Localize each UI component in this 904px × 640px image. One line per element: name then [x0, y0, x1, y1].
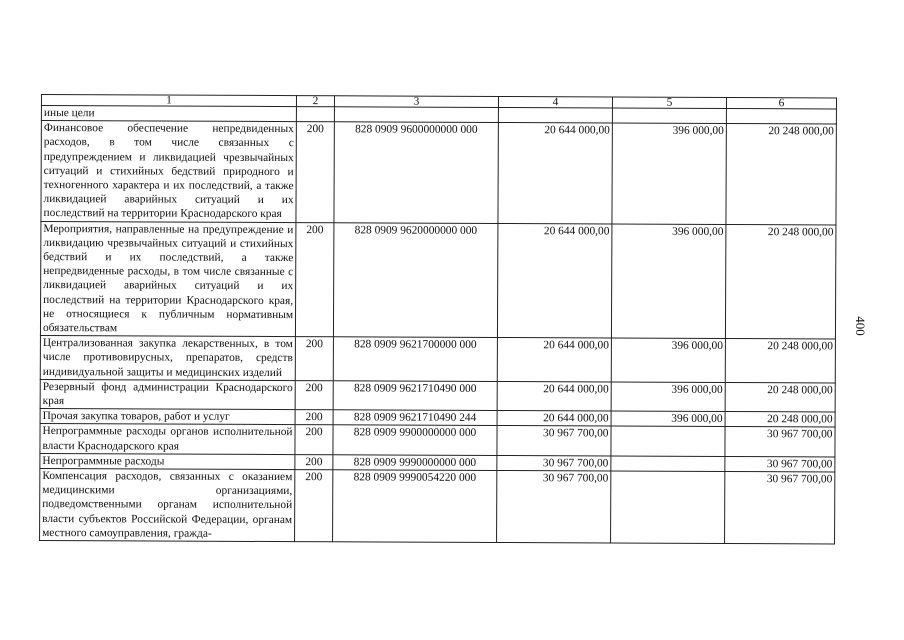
row-description: иные цели [41, 106, 296, 122]
row-amount-3 [726, 108, 836, 124]
row-description: Финансовое обеспечение непредвиденных расходов, в том числе связанных с предупреждением и ликвидацией чрезвычайных ситуаций и стихийных бедствий природного и техногенного характера и их последствий, а также ликвидацией аварийных ситуаций и их последствий на территории Краснодарского края [41, 121, 296, 223]
table-row [40, 469, 835, 544]
row-budget-code: 828 0909 9990054220 000 [333, 470, 497, 543]
row-amount-2: 396 000,00 [612, 123, 726, 224]
column-header-6: 6 [726, 97, 836, 108]
row-amount-1: 20 644 000,00 [497, 381, 611, 411]
row-budget-code [334, 107, 498, 123]
row-budget-code: 828 0909 9621710490 000 [333, 381, 497, 411]
table-row [40, 221, 835, 339]
row-amount-2: 396 000,00 [611, 338, 725, 382]
column-header-5: 5 [612, 97, 726, 108]
row-amount-3: 30 967 700,00 [725, 427, 835, 457]
row-amount-1: 20 644 000,00 [497, 223, 611, 338]
row-budget-code: 828 0909 9620000000 000 [333, 222, 497, 337]
row-amount-2 [612, 108, 726, 124]
row-amount-3: 20 248 000,00 [726, 124, 836, 225]
row-amount-1: 20 644 000,00 [498, 123, 612, 224]
row-col2: 200 [296, 122, 334, 223]
row-amount-1 [498, 107, 612, 123]
column-header-3: 3 [334, 96, 498, 108]
row-amount-3: 30 967 700,00 [725, 472, 835, 544]
row-budget-code: 828 0909 9621710490 244 [333, 410, 497, 426]
row-amount-1: 30 967 700,00 [497, 471, 611, 544]
table-row [41, 121, 836, 225]
row-description: Централизованная закупка лекарственных, в том числе противовирусных, препаратов, средств индивидуальной защиты и медицинских изделий [40, 336, 295, 381]
row-col2: 200 [295, 222, 333, 337]
row-description: Компенсация расходов, связанных с оказанием медицинскими организациями, подведомственными органам исполнительной власти субъектов Российской Федерации, органам местного самоуправления, гражда- [40, 469, 295, 542]
row-col2 [296, 107, 334, 122]
row-amount-2: 396 000,00 [611, 411, 725, 427]
row-amount-2 [611, 456, 725, 472]
row-amount-2 [611, 471, 725, 544]
row-col2: 200 [295, 425, 333, 455]
row-description: Мероприятия, направленные на предупреждение и ликвидацию чрезвычайных ситуаций и стихийных бедствий и их последствий, а также непредвиденные расходы, в том числе связанные с ликвидацией аварийных ситуаций и их последствий на территории Краснодарского края, не относящиеся к публичным нормативным обязательствам [40, 221, 295, 337]
row-budget-code: 828 0909 9990000000 000 [333, 455, 497, 471]
row-amount-3: 20 248 000,00 [725, 412, 835, 428]
budget-table [39, 94, 837, 545]
row-budget-code: 828 0909 9600000000 000 [334, 122, 498, 223]
row-col2: 200 [295, 380, 333, 410]
row-col2: 200 [295, 410, 333, 425]
row-budget-code: 828 0909 9621700000 000 [333, 337, 497, 381]
row-amount-2 [611, 426, 725, 456]
table-row [40, 336, 835, 383]
column-header-2: 2 [296, 96, 334, 107]
row-amount-3: 30 967 700,00 [725, 456, 835, 472]
row-amount-1: 20 644 000,00 [497, 338, 611, 382]
row-amount-1: 30 967 700,00 [497, 426, 611, 456]
column-header-1: 1 [41, 95, 296, 107]
row-description: Непрограммные расходы [40, 453, 295, 469]
row-amount-2: 396 000,00 [611, 224, 725, 339]
row-col2: 200 [295, 470, 333, 542]
row-description: Прочая закупка товаров, работ и услуг [40, 409, 295, 425]
page-number: 400 [852, 316, 868, 336]
row-col2: 200 [295, 337, 333, 381]
row-col2: 200 [295, 454, 333, 469]
row-amount-3: 20 248 000,00 [725, 224, 835, 339]
column-header-4: 4 [498, 96, 612, 107]
row-amount-2: 396 000,00 [611, 382, 725, 412]
table-row [40, 379, 835, 412]
row-amount-3: 20 248 000,00 [725, 382, 835, 412]
row-description: Резервный фонд администрации Краснодарского края [40, 379, 295, 410]
row-amount-3: 20 248 000,00 [725, 339, 835, 383]
row-description: Непрограммные расходы органов исполнительной власти Краснодарского края [40, 424, 295, 455]
table-row [40, 424, 835, 457]
row-amount-1: 20 644 000,00 [497, 411, 611, 427]
row-amount-1: 30 967 700,00 [497, 455, 611, 471]
row-budget-code: 828 0909 9900000000 000 [333, 425, 497, 455]
